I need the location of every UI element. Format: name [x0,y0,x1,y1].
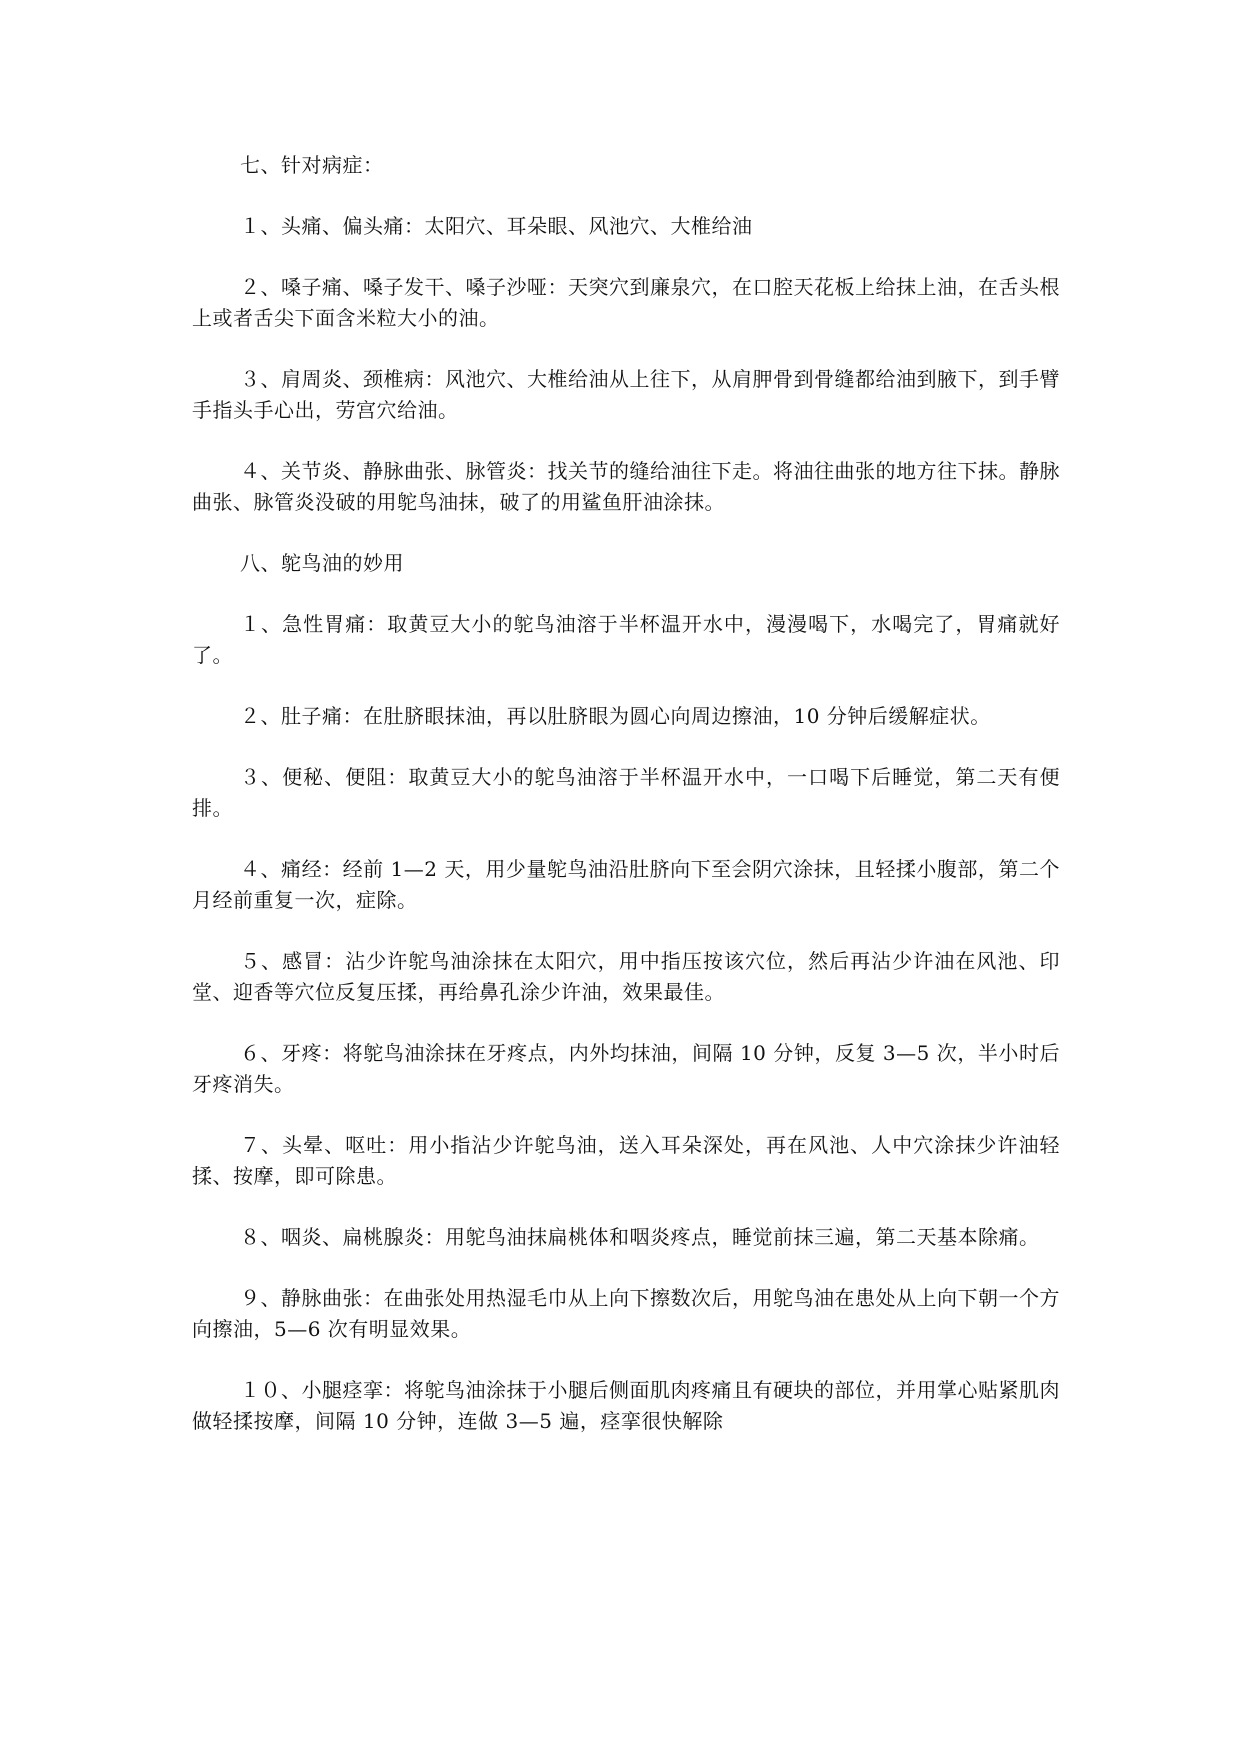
list-item-toothache: ６、牙疼：将鸵鸟油涂抹在牙疼点，内外均抹油，间隔 10 分钟，反复 3—5 次，半小时后牙疼消失。 [192,1041,1060,1096]
list-item-varicose: ９、静脉曲张：在曲张处用热湿毛巾从上向下擦数次后，用鸵鸟油在患处从上向下朝一个方向擦油，5—6 次有明显效果。 [192,1286,1060,1341]
list-item-dysmenorrhea: ４、痛经：经前 1—2 天，用少量鸵鸟油沿肚脐向下至会阴穴涂抹，且轻揉小腹部，第二个月经前重复一次，症除。 [192,857,1060,912]
list-item-shoulder: ３、肩周炎、颈椎病：风池穴、大椎给油从上往下，从肩胛骨到骨缝都给油到腋下，到手臂手指头手心出，劳宫穴给油。 [192,367,1060,422]
list-item-belly-ache: ２、肚子痛：在肚脐眼抹油，再以肚脐眼为圆心向周边擦油，10 分钟后缓解症状。 [240,704,991,728]
list-item-cold: ５、感冒：沾少许鸵鸟油涂抹在太阳穴，用中指压按该穴位，然后再沾少许油在风池、印堂、迎香等穴位反复压揉，再给鼻孔涂少许油，效果最佳。 [192,949,1060,1004]
list-item-sore-throat: ２、嗓子痛、嗓子发干、嗓子沙哑：天突穴到廉泉穴，在口腔天花板上给抹上油，在舌头根上或者舌尖下面含米粒大小的油。 [192,275,1060,330]
section-heading-8: 八、鸵鸟油的妙用 [240,551,404,575]
list-item-headache: １、头痛、偏头痛：太阳穴、耳朵眼、风池穴、大椎给油 [240,214,753,238]
list-item-constipation: ３、便秘、便阻：取黄豆大小的鸵鸟油溶于半杯温开水中，一口喝下后睡觉，第二天有便排。 [192,765,1060,820]
list-item-dizziness: ７、头晕、呕吐：用小指沾少许鸵鸟油，送入耳朵深处，再在风池、人中穴涂抹少许油轻揉、按摩，即可除患。 [192,1133,1060,1188]
list-item-cramp: １０、小腿痉挛：将鸵鸟油涂抹于小腿后侧面肌肉疼痛且有硬块的部位，并用掌心贴紧肌肉做轻揉按摩，间隔 10 分钟，连做 3—5 遍，痉挛很快解除 [192,1378,1060,1433]
list-item-pharyngitis: ８、咽炎、扁桃腺炎：用鸵鸟油抹扁桃体和咽炎疼点，睡觉前抹三遍，第二天基本除痛。 [240,1225,1040,1249]
document-body [192,150,1060,1467]
list-item-stomach-ache: １、急性胃痛：取黄豆大小的鸵鸟油溶于半杯温开水中，漫漫喝下，水喝完了，胃痛就好了。 [192,612,1060,667]
section-heading-7: 七、针对病症： [240,153,384,177]
list-item-arthritis: ４、关节炎、静脉曲张、脉管炎：找关节的缝给油往下走。将油往曲张的地方往下抹。静脉曲张、脉管炎没破的用鸵鸟油抹，破了的用鲨鱼肝油涂抹。 [192,459,1060,514]
